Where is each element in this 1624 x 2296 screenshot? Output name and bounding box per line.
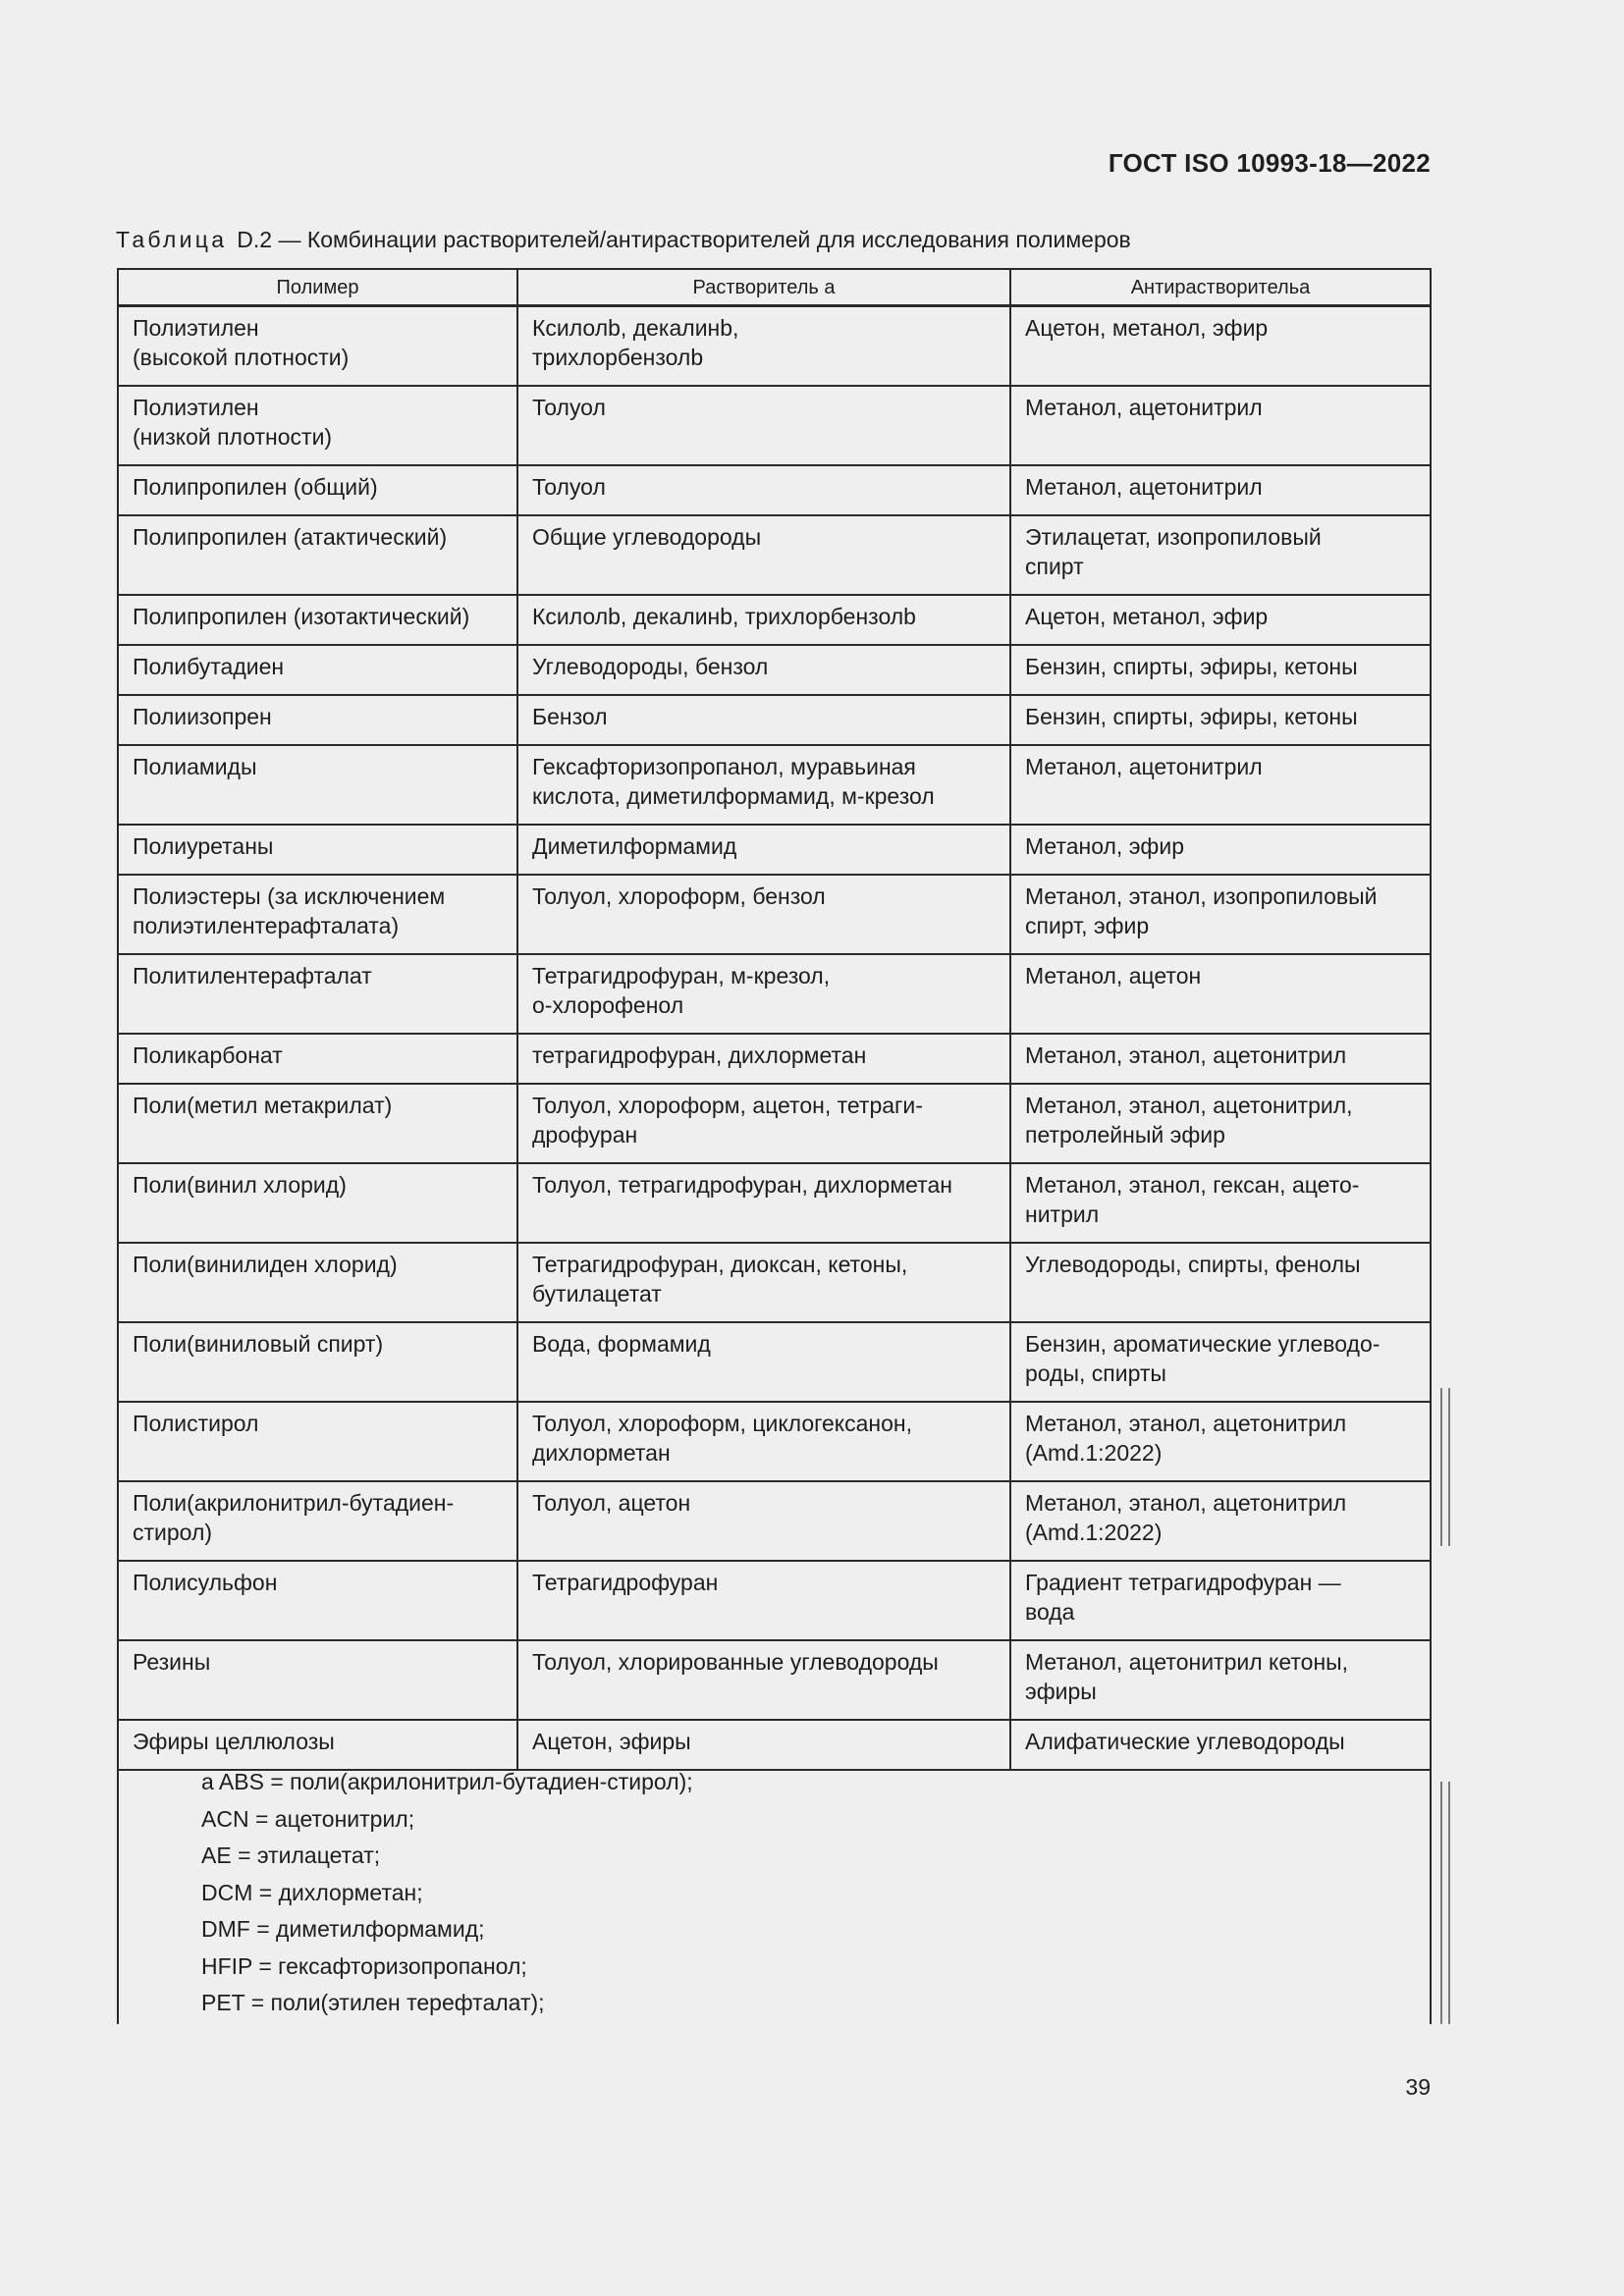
footnote: PET = поли(этилен терефталат); <box>201 1990 545 2015</box>
polymer-cell: Поли(виниловый спирт) <box>118 1322 517 1402</box>
table-caption-prefix: Таблица <box>116 227 228 252</box>
table-body <box>118 306 1431 1771</box>
table-row <box>118 1163 1431 1243</box>
polymer-cell: Полистирол <box>118 1402 517 1481</box>
solvent-cell: тетрагидрофуран, дихлорметан <box>517 1034 1010 1084</box>
header-antisolvent: Антирастворительa <box>1010 269 1431 306</box>
antisolvent-cell: Углеводороды, спирты, фенолы <box>1010 1243 1431 1322</box>
solvent-cell: Толуол, хлороформ, бензол <box>517 875 1010 954</box>
footnote: HFIP = гексафторизопропанол; <box>201 1952 527 1979</box>
antisolvent-cell: Метанол, ацетонитрил <box>1010 465 1431 515</box>
header-polymer: Полимер <box>118 269 517 306</box>
solvent-cell: Толуол, хлороформ, циклогексанон, дихлорметан <box>517 1402 1010 1481</box>
table-row <box>118 1640 1431 1720</box>
polymer-cell: Полиуретаны <box>118 825 517 875</box>
table-row <box>118 1243 1431 1322</box>
polymer-cell: Политилентерафталат <box>118 954 517 1034</box>
polymer-cell: Поликарбонат <box>118 1034 517 1084</box>
table-row <box>118 1322 1431 1402</box>
table-row <box>118 745 1431 825</box>
antisolvent-cell: Градиент тетрагидрофуран — вода <box>1010 1561 1431 1640</box>
antisolvent-cell: Бензин, спирты, эфиры, кетоны <box>1010 695 1431 745</box>
polymer-cell: Резины <box>118 1640 517 1720</box>
footnote: ACN = ацетонитрил; <box>201 1805 415 1832</box>
polymer-cell: Поли(метил метакрилат) <box>118 1084 517 1163</box>
antisolvent-cell: Метанол, ацетонитрил <box>1010 745 1431 825</box>
antisolvent-cell: Алифатические углеводороды <box>1010 1720 1431 1770</box>
table-row <box>118 386 1431 465</box>
antisolvent-cell: Метанол, этанол, ацетонитрил, петролейный эфир <box>1010 1084 1431 1163</box>
table-row <box>118 306 1431 387</box>
solvent-cell: Общие углеводороды <box>517 515 1010 595</box>
table-row <box>118 1402 1431 1481</box>
polymer-cell: Полиизопрен <box>118 695 517 745</box>
polymer-cell: Поли(винил хлорид) <box>118 1163 517 1243</box>
solvent-cell: Толуол, хлорированные углеводороды <box>517 1640 1010 1720</box>
solvent-cell: Гексафторизопропанол, муравьиная кислота, диметилформамид, м-крезол <box>517 745 1010 825</box>
antisolvent-cell: Метанол, этанол, изопропиловый спирт, эфир <box>1010 875 1431 954</box>
antisolvent-cell: Этилацетат, изопропиловый спирт <box>1010 515 1431 595</box>
antisolvent-cell: Метанол, этанол, ацетонитрил <box>1010 1034 1431 1084</box>
solvent-cell: Толуол, хлороформ, ацетон, тетраги- дрофуран <box>517 1084 1010 1163</box>
table-row <box>118 645 1431 695</box>
table-caption-text: D.2 — Комбинации растворителей/антирастворителей для исследования полимеров <box>237 227 1131 252</box>
antisolvent-cell: Метанол, ацетонитрил <box>1010 386 1431 465</box>
table-row <box>118 875 1431 954</box>
footnote: DMF = диметилформамид; <box>201 1916 485 1942</box>
antisolvent-cell: Ацетон, метанол, эфир <box>1010 306 1431 387</box>
polymer-cell: Полиамиды <box>118 745 517 825</box>
solvent-cell: Ксилолb, декалинb, трихлорбензолb <box>517 306 1010 387</box>
solvent-cell: Толуол <box>517 386 1010 465</box>
polymer-cell: Поли(акрилонитрил-бутадиен- стирол) <box>118 1481 517 1561</box>
standard-code: ГОСТ ISO 10993-18—2022 <box>1108 148 1431 178</box>
table-row <box>118 825 1431 875</box>
polymer-cell: Полипропилен (атактический) <box>118 515 517 595</box>
table-row <box>118 954 1431 1034</box>
solvent-cell: Бензол <box>517 695 1010 745</box>
change-marker <box>1440 1782 1450 2024</box>
polymer-cell: Эфиры целлюлозы <box>118 1720 517 1770</box>
antisolvent-cell: Метанол, ацетонитрил кетоны, эфиры <box>1010 1640 1431 1720</box>
polymer-cell: Полибутадиен <box>118 645 517 695</box>
change-marker <box>1440 1388 1450 1546</box>
antisolvent-cell: Метанол, этанол, гексан, ацето- нитрил <box>1010 1163 1431 1243</box>
polymer-cell: Поли(винилиден хлорид) <box>118 1243 517 1322</box>
solvent-cell: Углеводороды, бензол <box>517 645 1010 695</box>
antisolvent-cell: Метанол, этанол, ацетонитрил (Amd.1:2022) <box>1010 1481 1431 1561</box>
solvent-cell: Диметилформамид <box>517 825 1010 875</box>
antisolvent-cell: Метанол, этанол, ацетонитрил (Amd.1:2022) <box>1010 1402 1431 1481</box>
table-row <box>118 695 1431 745</box>
table-row <box>118 1561 1431 1640</box>
table-row <box>118 515 1431 595</box>
antisolvent-cell: Ацетон, метанол, эфир <box>1010 595 1431 645</box>
polymer-cell: Полипропилен (изотактический) <box>118 595 517 645</box>
footnote: DCM = дихлорметан; <box>201 1879 423 1905</box>
polymer-cell: Полиэтилен (высокой плотности) <box>118 306 517 387</box>
polymer-cell: Полисульфон <box>118 1561 517 1640</box>
solvent-cell: Ксилолb, декалинb, трихлорбензолb <box>517 595 1010 645</box>
polymer-cell: Полипропилен (общий) <box>118 465 517 515</box>
table-row <box>118 1084 1431 1163</box>
antisolvent-cell: Метанол, эфир <box>1010 825 1431 875</box>
page-number: 39 <box>1405 2074 1431 2100</box>
antisolvent-cell: Бензин, ароматические углеводо- роды, спирты <box>1010 1322 1431 1402</box>
solvent-cell: Тетрагидрофуран, диоксан, кетоны, бутилацетат <box>517 1243 1010 1322</box>
solvent-cell: Толуол, ацетон <box>517 1481 1010 1561</box>
table-row <box>118 595 1431 645</box>
solvent-cell: Толуол, тетрагидрофуран, дихлорметан <box>517 1163 1010 1243</box>
polymer-cell: Полиэтилен (низкой плотности) <box>118 386 517 465</box>
header-solvent: Растворитель a <box>517 269 1010 306</box>
solvent-cell: Ацетон, эфиры <box>517 1720 1010 1770</box>
antisolvent-cell: Бензин, спирты, эфиры, кетоны <box>1010 645 1431 695</box>
solvent-table <box>117 268 1432 1771</box>
footnotes <box>201 1764 693 2022</box>
solvent-cell: Толуол <box>517 465 1010 515</box>
table-caption <box>116 227 1131 253</box>
solvent-cell: Тетрагидрофуран, м-крезол, о-хлорофенол <box>517 954 1010 1034</box>
table-row <box>118 1034 1431 1084</box>
footnote: AE = этилацетат; <box>201 1842 381 1868</box>
footnote: a ABS = поли(акрилонитрил-бутадиен-стирол); <box>201 1769 693 1794</box>
antisolvent-cell: Метанол, ацетон <box>1010 954 1431 1034</box>
solvent-cell: Тетрагидрофуран <box>517 1561 1010 1640</box>
solvent-cell: Вода, формамид <box>517 1322 1010 1402</box>
table-header-row <box>118 269 1431 306</box>
table-row <box>118 465 1431 515</box>
table-row <box>118 1481 1431 1561</box>
polymer-cell: Полиэстеры (за исключением полиэтилентерафталата) <box>118 875 517 954</box>
